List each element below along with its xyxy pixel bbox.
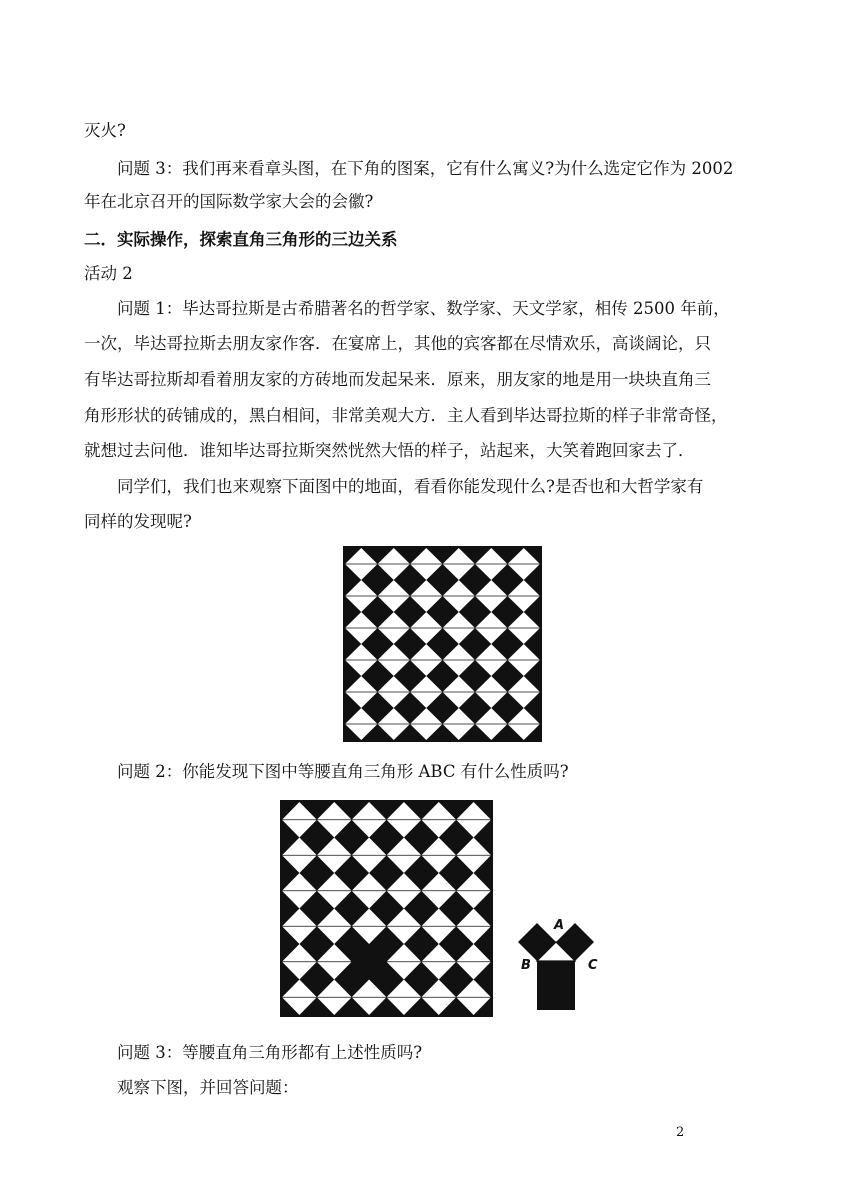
paragraph-line: 角形形状的砖铺成的，黑白相间，非常美观大方．主人看到毕达哥拉斯的样子非常奇怪，	[84, 406, 728, 425]
paragraph-line: 问题 2：你能发现下图中等腰直角三角形 ABC 有什么性质吗?	[117, 762, 569, 781]
paragraph-line: 灭火?	[84, 121, 126, 140]
tile-floor-highlight-pattern	[282, 802, 491, 1015]
activity-label: 活动 2	[84, 264, 133, 283]
paragraph-line: 有毕达哥拉斯却看着朋友家的方砖地而发起呆来．原来，朋友家的地是用一块块直角三	[84, 370, 711, 389]
page-number: 2	[676, 1125, 685, 1140]
paragraph-line: 观察下图，并回答问题：	[117, 1078, 299, 1097]
tile-floor-figure	[343, 546, 542, 742]
paragraph-line: 同样的发现呢?	[84, 512, 192, 531]
paragraph-line: 就想过去问他．谁知毕达哥拉斯突然恍然大悟的样子，站起来，大笑着跑回家去了．	[84, 441, 695, 460]
vertex-label-b: B	[521, 958, 531, 973]
vertex-label-c: C	[588, 958, 598, 973]
highlight-square	[352, 944, 387, 980]
vertex-label-a: A	[554, 918, 565, 933]
paragraph-line: 问题 3：我们再来看章头图，在下角的图案，它有什么寓义?为什么选定它作为 2002	[117, 159, 734, 178]
section-heading: 二．实际操作，探索直角三角形的三边关系	[84, 230, 398, 249]
tile-floor-highlight-figure	[280, 800, 493, 1017]
paragraph-line: 一次，毕达哥拉斯去朋友家作客．在宴席上，其他的宾客都在尽情欢乐，高谈阔论，只	[84, 334, 711, 353]
paragraph-line: 问题 1：毕达哥拉斯是古希腊著名的哲学家、数学家、天文学家，相传 2500 年前，	[117, 299, 730, 318]
paragraph-line: 年在北京召开的国际数学家大会的会徽?	[84, 192, 374, 211]
tile-floor-pattern	[345, 548, 540, 740]
triangle-abc-figure	[512, 920, 612, 1014]
paragraph-line: 问题 3：等腰直角三角形都有上述性质吗?	[117, 1043, 423, 1062]
paragraph-line: 同学们，我们也来观察下面图中的地面，看看你能发现什么?是否也和大哲学家有	[117, 477, 704, 496]
